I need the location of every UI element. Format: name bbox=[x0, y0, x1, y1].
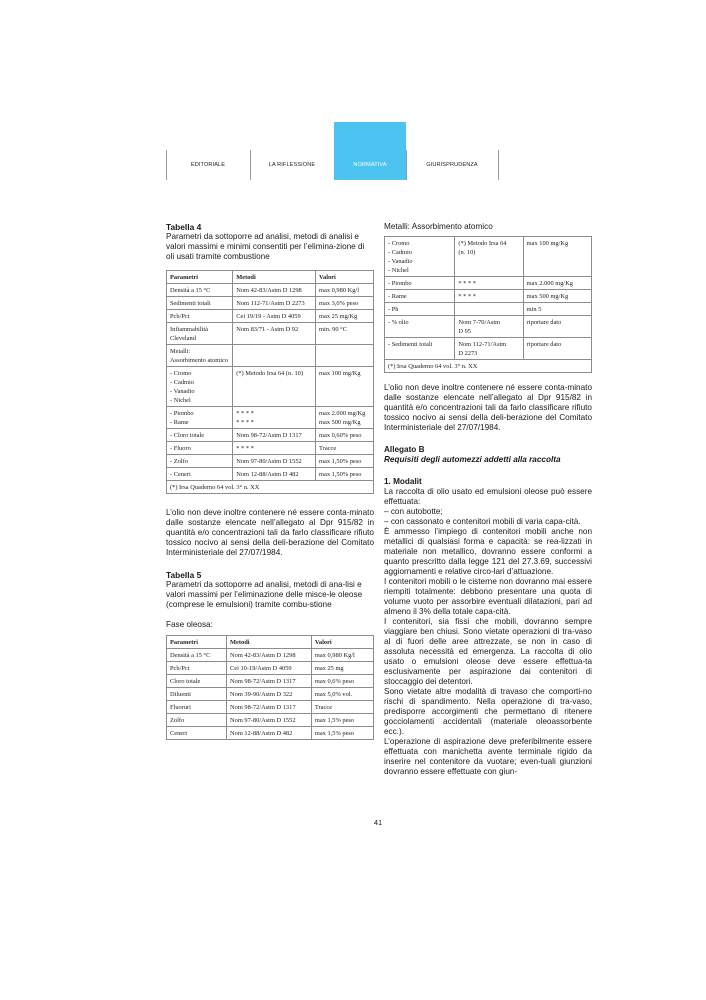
nav-divider bbox=[498, 150, 499, 180]
table-cell: - Ceneri bbox=[167, 468, 233, 481]
table-header-row bbox=[167, 636, 374, 649]
table-cell: (*) Metodo Irsa 64 (n. 10) bbox=[455, 237, 523, 277]
table-4-footnote: (*) Irsa Quaderno 64 vol. 3° n. XX bbox=[166, 481, 374, 494]
metalli-title: Metalli: Assorbimento atomico bbox=[384, 222, 493, 231]
table-5-title: Tabella 5 bbox=[166, 570, 202, 580]
table-cell: Densità a 15 °C bbox=[167, 649, 227, 662]
table-row bbox=[385, 277, 592, 290]
table-cell: Pcb/Pct bbox=[167, 662, 227, 675]
column-header: Parametri bbox=[167, 636, 227, 649]
table-row bbox=[167, 727, 374, 740]
table-cell: max 0,980 Kg/l bbox=[316, 284, 374, 297]
paragraph: I contenitori mobili o le cisterne non dovranno mai essere riempiti totalmente: debbono presentare una quota di volume vuoto per assorbire eventuali dilatazioni, pari ad almeno il 3% della totale capa-cità. bbox=[384, 577, 592, 616]
table-cell: Tracce bbox=[311, 701, 373, 714]
table-cell: Cloro totale bbox=[167, 675, 227, 688]
table-4-caption: Parametri da sottoporre ad analisi, metodi di analisi e valori massimi e minimi consentiti per l’elimina-zione di oli usati tramite combustione bbox=[166, 232, 365, 261]
table-row bbox=[167, 310, 374, 323]
tab-editoriale[interactable]: EDITORIALE bbox=[190, 162, 226, 168]
table-row bbox=[167, 675, 374, 688]
table-row bbox=[167, 455, 374, 468]
table-cell: - Zolfo bbox=[167, 455, 233, 468]
paragraph: L’operazione di aspirazione deve preferibilmente essere effettuata con manichetta avente terminale rigido da inserire nel contenitore da vuotare; even-tuali giunzioni dovranno essere effettuate con giun- bbox=[384, 737, 592, 776]
table-cell: Densità a 15 °C bbox=[167, 284, 233, 297]
table-cell: max 1,5% peso bbox=[311, 727, 373, 740]
table-cell: - Ph bbox=[385, 303, 455, 316]
table-cell: * * * * * * * * bbox=[233, 407, 316, 429]
table-cell: max 2.000 mg/Kg max 500 mg/Kg bbox=[316, 407, 374, 429]
table-row bbox=[385, 237, 592, 277]
table-cell: Nom 7-70/Astm D 95 bbox=[455, 316, 523, 338]
metalli-table bbox=[384, 236, 592, 360]
table-cell: - Cromo - Cadmio - Vanadio - Nichel bbox=[167, 367, 233, 407]
table-cell: max 1,50% peso bbox=[316, 468, 374, 481]
paragraph: Sono vietate altre modalità di travaso che comporti-no rischi di spandimento. Nella operazione di tra-vaso, predisporre accorgimenti che permettano di ritenere gocciolamenti accidentali (materiale oleoassorbente ecc.). bbox=[384, 687, 592, 736]
table-cell: Nom 98-72/Astm D 1317 bbox=[227, 701, 312, 714]
metalli-table-body bbox=[385, 237, 592, 360]
table-cell: - % olio bbox=[385, 316, 455, 338]
table-cell: max 5,0% vol. bbox=[311, 688, 373, 701]
table-cell: max 100 mg/Kg bbox=[523, 237, 591, 277]
section-heading: 1. Modalit bbox=[384, 477, 422, 486]
table-4 bbox=[166, 270, 374, 481]
table-cell: max 100 mg/Kg bbox=[316, 367, 374, 407]
table-row bbox=[167, 367, 374, 407]
table-cell: - Fluoro bbox=[167, 442, 233, 455]
table-row bbox=[167, 688, 374, 701]
table-cell: min. 90 °C bbox=[316, 323, 374, 345]
table-cell: max 0,60% peso bbox=[316, 429, 374, 442]
table-cell: riportare dato bbox=[523, 316, 591, 338]
table-cell: max 0,980 Kg/l bbox=[311, 649, 373, 662]
paragraph: I contenitori, sia fissi che mobili, dovranno sempre viaggiare ben chiusi. Sono vietate operazioni di tra-vaso al di fuori delle aree attrezzate, se non in caso di assoluta necessità ed emergenza. La raccolta di olio usato o emulsioni oleose deve essere effettua-ta esclusivamente per aspirazione dai contenitori di stoccaggio dei detentori. bbox=[384, 617, 592, 686]
table-cell: Nom 97-80/Astm D 1552 bbox=[233, 455, 316, 468]
table-row bbox=[167, 701, 374, 714]
table-cell: min 5 bbox=[523, 303, 591, 316]
table-row bbox=[167, 649, 374, 662]
table-4-title: Tabella 4 bbox=[166, 222, 202, 232]
table-cell: Nom 83/71 - Astm D 92 bbox=[233, 323, 316, 345]
paragraph: L’olio non deve inoltre contenere né essere conta-minato dalle sostanze elencate nell’allegato al Dpr 915/82 in quantità e/o concentrazioni tali da farlo classificare rifiuto tossico nocivo ai sensi della deli-berazione del Comitato Interministeriale del 27/07/1984. bbox=[384, 383, 592, 432]
table-cell: Metalli: Assorbimento atomico bbox=[167, 345, 233, 367]
table-row bbox=[167, 662, 374, 675]
column-header: Valori bbox=[311, 636, 373, 649]
table-cell: * * * * bbox=[455, 277, 523, 290]
table-cell: Nom 98-72/Astm D 1317 bbox=[233, 429, 316, 442]
table-5-caption: Parametri da sottoporre ad analisi, metodi di ana-lisi e valori massimi per l’eliminazione delle misce-le oleose (comprese le emulsioni) tramite combu-stione bbox=[166, 580, 363, 609]
table-row bbox=[167, 429, 374, 442]
table-cell: riportare dato bbox=[523, 338, 591, 360]
table-cell: max 0,6% peso bbox=[311, 675, 373, 688]
paragraph: L’olio non deve inoltre contenere né essere conta-minato dalle sostanze elencate nell’allegato al Dpr 915/82 in quantità e/o concentrazioni tali da farlo classificare rifiuto tossico nocivo ai sensi della deli-berazione del Comitato Interministeriale del 27/07/1984. bbox=[166, 508, 374, 557]
table-cell: max 500 mg/Kg bbox=[523, 290, 591, 303]
table-cell: Nom 112-71/Astm D 2273 bbox=[455, 338, 523, 360]
left-column bbox=[166, 222, 374, 740]
table-cell: (*) Metodo Irsa 64 (n. 10) bbox=[233, 367, 316, 407]
table-5-body bbox=[167, 649, 374, 740]
table-cell: - Piombo bbox=[385, 277, 455, 290]
table-cell bbox=[455, 303, 523, 316]
table-row bbox=[167, 345, 374, 367]
table-cell: * * * * bbox=[455, 290, 523, 303]
table-cell: - Cloro totale bbox=[167, 429, 233, 442]
table-cell: Sedimenti totali bbox=[167, 297, 233, 310]
table-row bbox=[385, 338, 592, 360]
table-row bbox=[167, 468, 374, 481]
table-cell: Nom 42-83/Astm D 1298 bbox=[233, 284, 316, 297]
table-cell: - Sedimenti totali bbox=[385, 338, 455, 360]
section-nav bbox=[166, 122, 541, 180]
paragraph: – con autobotte; bbox=[384, 507, 443, 516]
table-cell: Tracce bbox=[316, 442, 374, 455]
table-cell: max 25 mg/Kg bbox=[316, 310, 374, 323]
table-cell: Ceneri bbox=[167, 727, 227, 740]
column-header: Metodi bbox=[233, 271, 316, 284]
table-cell: - Rame bbox=[385, 290, 455, 303]
table-cell: Nom 12-88/Astm D 482 bbox=[233, 468, 316, 481]
allegato-title: Allegato B bbox=[384, 445, 425, 454]
table-cell: max 1,5% peso bbox=[311, 714, 373, 727]
fase-oleosa-label: Fase oleosa: bbox=[166, 620, 213, 629]
table-cell: Pcb/Pct bbox=[167, 310, 233, 323]
table-row bbox=[385, 290, 592, 303]
table-cell: - Cromo - Cadmio - Vanadio - Nichel bbox=[385, 237, 455, 277]
table-cell: Cei 10-19/Astm D 4059 bbox=[227, 662, 312, 675]
column-header: Parametri bbox=[167, 271, 233, 284]
table-row bbox=[385, 303, 592, 316]
table-row bbox=[385, 316, 592, 338]
table-5 bbox=[166, 635, 374, 740]
paragraph: – con cassonato e contenitori mobili di varia capa-cità. bbox=[384, 517, 581, 526]
table-cell bbox=[233, 345, 316, 367]
metalli-footnote: (*) Irsa Quaderno 64 vol. 3° n. XX bbox=[384, 360, 592, 373]
table-cell: Fluoruri bbox=[167, 701, 227, 714]
body-text bbox=[384, 487, 592, 777]
table-cell: max 2.000 mg/Kg bbox=[523, 277, 591, 290]
right-column bbox=[384, 222, 592, 777]
table-cell: * * * * bbox=[233, 442, 316, 455]
tab-la-riflessione[interactable]: LA RIFLESSIONE bbox=[268, 162, 316, 168]
table-cell: max 1,50% peso bbox=[316, 455, 374, 468]
table-cell: Nom 112-71/Astm D 2273 bbox=[233, 297, 316, 310]
table-row bbox=[167, 714, 374, 727]
table-cell: max 3,0% peso bbox=[316, 297, 374, 310]
tab-giurisprudenza[interactable]: GIURISPRUDENZA bbox=[426, 162, 478, 168]
table-cell: Diluenti bbox=[167, 688, 227, 701]
table-cell: Nom 39-90/Astm D 322 bbox=[227, 688, 312, 701]
table-cell: Nom 12-88/Astm D 482 bbox=[227, 727, 312, 740]
table-row bbox=[167, 442, 374, 455]
table-cell: - Piombo - Rame bbox=[167, 407, 233, 429]
table-cell: Cei 19/19 - Astm D 4059 bbox=[233, 310, 316, 323]
table-cell bbox=[316, 345, 374, 367]
paragraph: La raccolta di olio usato ed emulsioni oleose può essere effettuata: bbox=[384, 487, 592, 506]
table-row bbox=[167, 323, 374, 345]
table-cell: Infiammabilità Cleveland bbox=[167, 323, 233, 345]
table-cell: max 25 mg bbox=[311, 662, 373, 675]
column-header: Metodi bbox=[227, 636, 312, 649]
table-cell: Nom 97-80/Astm D 1552 bbox=[227, 714, 312, 727]
table-cell: Nom 98-72/Astm D 1317 bbox=[227, 675, 312, 688]
table-cell: Zolfo bbox=[167, 714, 227, 727]
allegato-subtitle: Requisiti degli automezzi addetti alla raccolta bbox=[384, 455, 561, 464]
table-row bbox=[167, 297, 374, 310]
paragraph: È ammesso l’impiego di contenitori mobili anche non metallici di qualsiasi forma e capacità: se rea-lizzati in materiale non metallico, dovranno essere conformi a quanto prescritto dalla legge 121 del 27.3.69, successivi aggiornamenti e relative circo-lari d’attuazione. bbox=[384, 527, 592, 576]
table-cell: Nom 42-83/Astm D 1298 bbox=[227, 649, 312, 662]
page-number: 41 bbox=[373, 818, 383, 827]
tab-normativa[interactable]: NORMATIVA bbox=[353, 162, 387, 168]
table-4-body bbox=[167, 284, 374, 481]
column-header: Valori bbox=[316, 271, 374, 284]
table-header-row bbox=[167, 271, 374, 284]
table-row bbox=[167, 407, 374, 429]
table-row bbox=[167, 284, 374, 297]
